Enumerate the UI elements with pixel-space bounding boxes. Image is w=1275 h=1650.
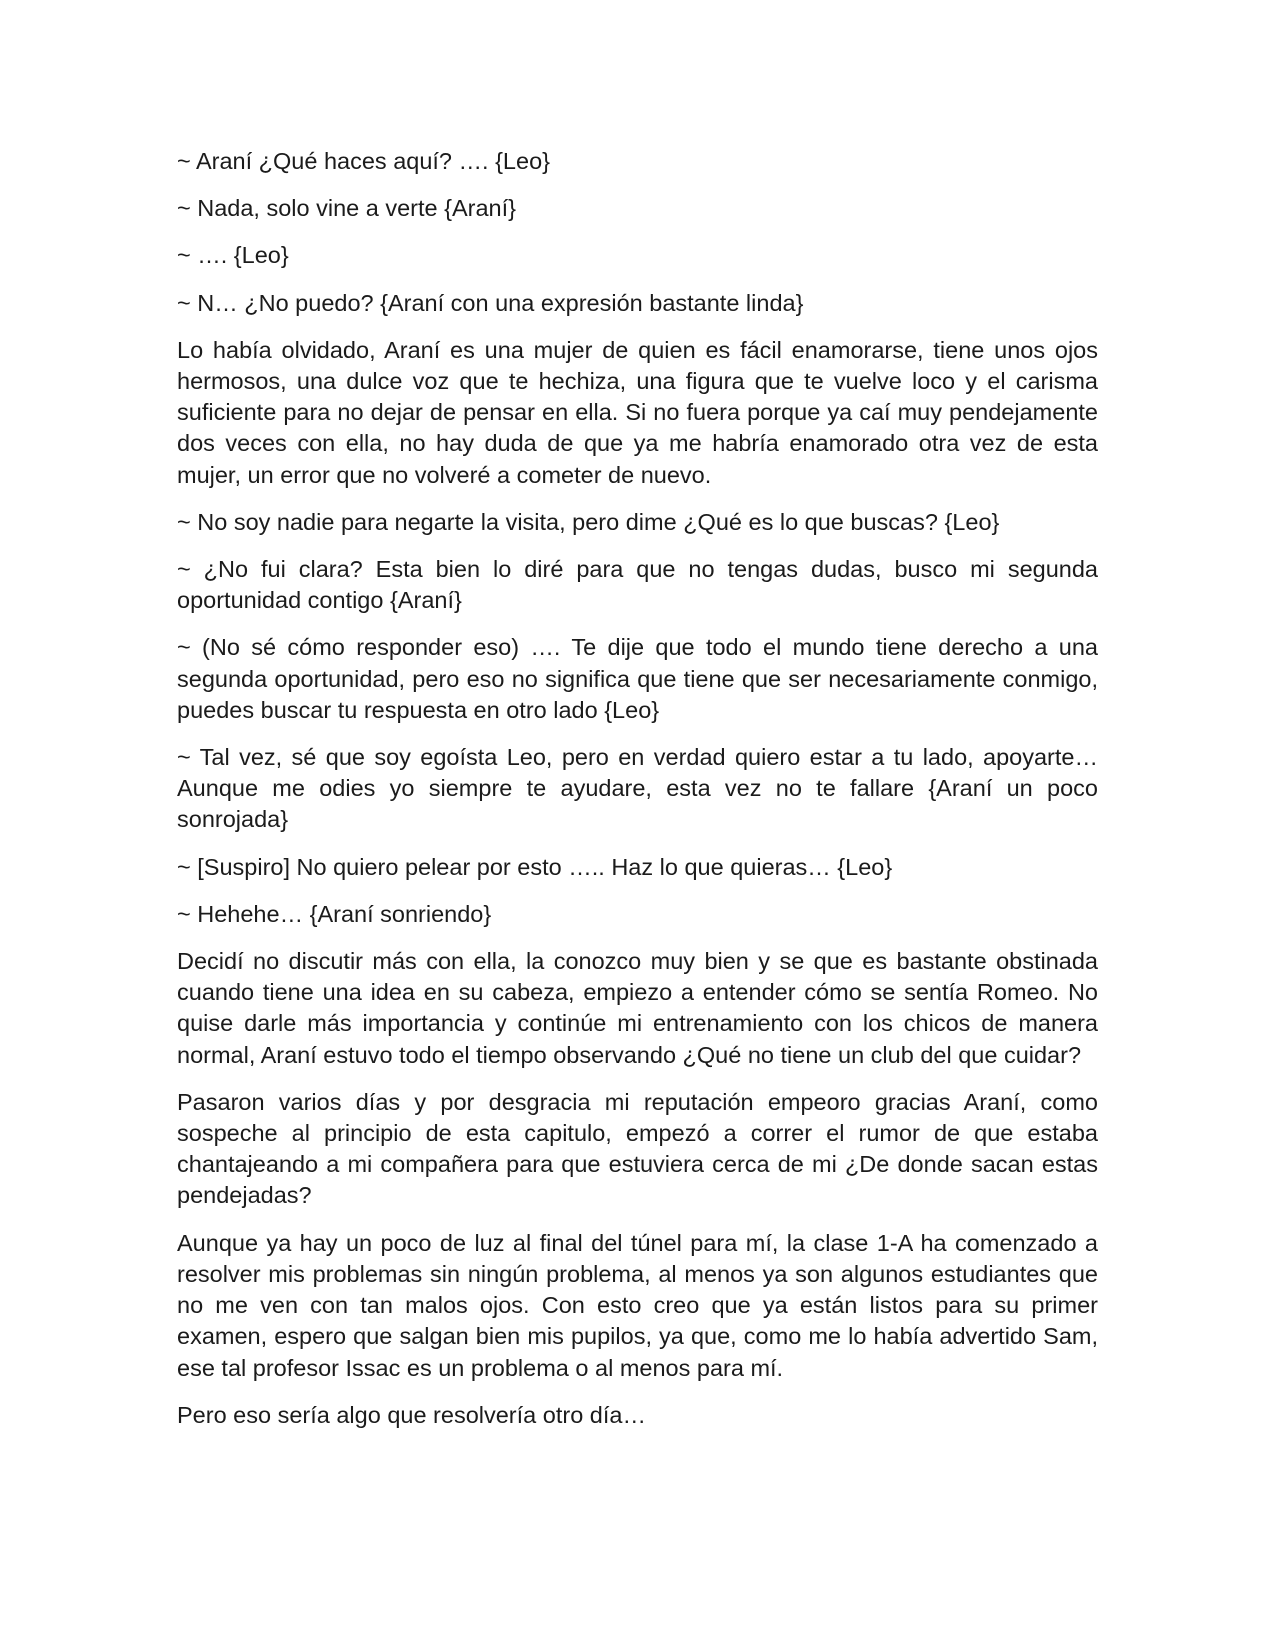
closing-line: Pero eso sería algo que resolvería otro día… <box>177 1401 646 1428</box>
narrative-paragraph: Decidí no discutir más con ella, la conozco muy bien y se que es bastante obstinada cuando tiene una idea en su cabeza, empiezo a entender cómo se sentía Romeo. No quise darle más importancia y continúe mi entrenamiento con los chicos de manera normal, Araní estuvo todo el tiempo observando ¿Qué no tiene un club del que cuidar? <box>177 948 1098 1068</box>
narrative-paragraph: Aunque ya hay un poco de luz al final del túnel para mí, la clase 1-A ha comenzado a resolver mis problemas sin ningún problema, al menos ya son algunos estudiantes que no me ven con tan malos ojos. Con esto creo que ya están listos para su primer examen, espero que salgan bien mis pupilos, ya que, como me lo había advertido Sam, ese tal profesor Issac es un problema o al menos para mí. <box>177 1229 1098 1381</box>
dialogue-line: ~ N… ¿No puedo? {Araní con una expresión bastante linda} <box>177 289 804 316</box>
dialogue-line: ~ …. {Leo} <box>177 242 289 269</box>
dialogue-line: ~ Araní ¿Qué haces aquí? …. {Leo} <box>177 148 550 174</box>
dialogue-line: ~ Nada, solo vine a verte {Araní} <box>177 195 517 222</box>
dialogue-line: ~ [Suspiro] No quiero pelear por esto ….. Haz lo que quieras… {Leo} <box>177 853 893 880</box>
dialogue-line: ~ ¿No fui clara? Esta bien lo diré para que no tengas dudas, busco mi segunda oportunidad contigo {Araní} <box>177 556 1098 614</box>
dialogue-line: ~ (No sé cómo responder eso) …. Te dije que todo el mundo tiene derecho a una segunda oportunidad, pero eso no significa que tiene que ser necesariamente conmigo, puedes buscar tu respuesta en otro lado {Leo} <box>177 634 1098 723</box>
body-text <box>177 146 1098 1447</box>
narrative-paragraph: Lo había olvidado, Araní es una mujer de quien es fácil enamorarse, tiene unos ojos hermosos, una dulce voz que te hechiza, una figura que te vuelve loco y el carisma suficiente para no dejar de pensar en ella. Si no fuera porque ya caí muy pendejamente dos veces con ella, no hay duda de que ya me habría enamorado otra vez de esta mujer, un error que no volveré a cometer de nuevo. <box>177 336 1098 488</box>
narrative-paragraph: Pasaron varios días y por desgracia mi reputación empeoro gracias Araní, como sospeche al principio de esta capitulo, empezó a correr el rumor de que estaba chantajeando a mi compañera para que estuviera cerca de mi ¿De donde sacan estas pendejadas? <box>177 1088 1098 1209</box>
dialogue-line: ~ Hehehe… {Araní sonriendo} <box>177 900 492 927</box>
dialogue-line: ~ No soy nadie para negarte la visita, pero dime ¿Qué es lo que buscas? {Leo} <box>177 508 1000 535</box>
dialogue-line: ~ Tal vez, sé que soy egoísta Leo, pero en verdad quiero estar a tu lado, apoyarte… Aunque me odies yo siempre te ayudare, esta vez no te fallare {Araní un poco sonrojada} <box>177 744 1098 833</box>
